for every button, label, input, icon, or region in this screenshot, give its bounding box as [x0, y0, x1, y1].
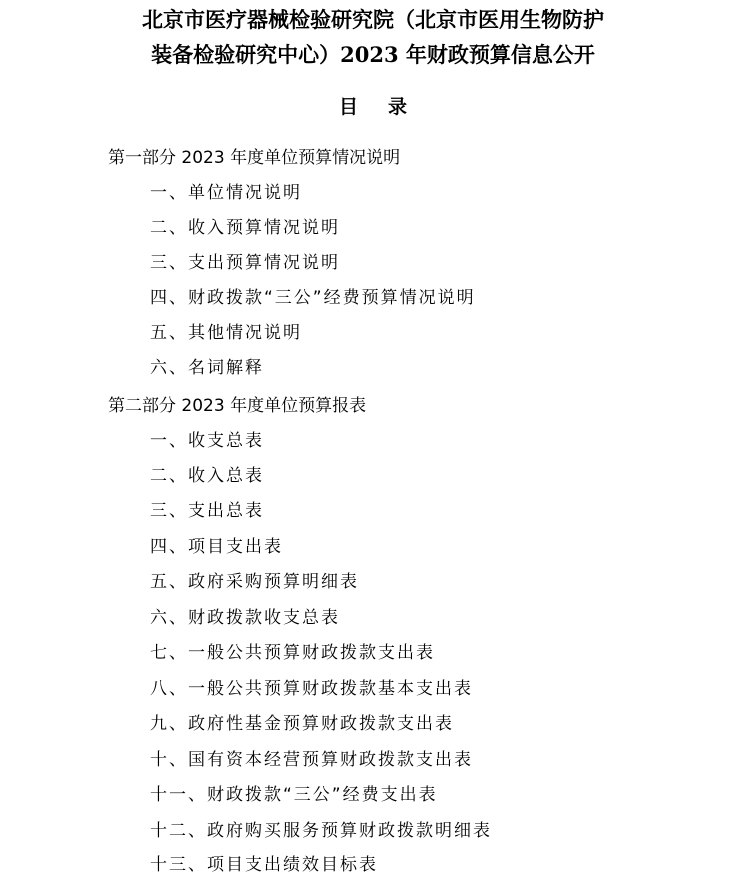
toc-item: 七、一般公共预算财政拨款支出表 — [150, 643, 435, 663]
toc-part-1-title: 第一部分 2023 年度单位预算情况说明 — [108, 148, 401, 168]
toc-item: 二、收入预算情况说明 — [150, 218, 340, 238]
toc-item: 六、财政拨款收支总表 — [150, 608, 340, 628]
toc-item: 十二、政府购买服务预算财政拨款明细表 — [150, 821, 492, 841]
toc-item: 五、其他情况说明 — [150, 323, 302, 343]
toc-item: 六、名词解释 — [150, 358, 264, 378]
toc-part-2-title: 第二部分 2023 年度单位预算报表 — [108, 396, 367, 416]
toc-item: 三、支出预算情况说明 — [150, 253, 340, 273]
toc-item: 十、国有资本经营预算财政拨款支出表 — [150, 750, 473, 770]
toc-item: 四、项目支出表 — [150, 537, 283, 557]
toc-item: 四、财政拨款“三公”经费预算情况说明 — [150, 288, 476, 308]
toc-item: 八、一般公共预算财政拨款基本支出表 — [150, 679, 473, 699]
toc-item: 三、支出总表 — [150, 501, 264, 521]
document-title-line-2: 装备检验研究中心）2023 年财政预算信息公开 — [151, 42, 595, 67]
toc-item: 十三、项目支出绩效目标表 — [150, 855, 378, 875]
document-title-line-1: 北京市医疗器械检验研究院（北京市医用生物防护 — [142, 7, 604, 32]
toc-item: 九、政府性基金预算财政拨款支出表 — [150, 714, 454, 734]
toc-item: 二、收入总表 — [150, 466, 264, 486]
toc-item: 一、单位情况说明 — [150, 183, 302, 203]
toc-heading: 目录 — [338, 96, 437, 118]
toc-item: 五、政府采购预算明细表 — [150, 572, 359, 592]
toc-item: 一、收支总表 — [150, 431, 264, 451]
toc-item: 十一、财政拨款“三公”经费支出表 — [150, 785, 438, 805]
